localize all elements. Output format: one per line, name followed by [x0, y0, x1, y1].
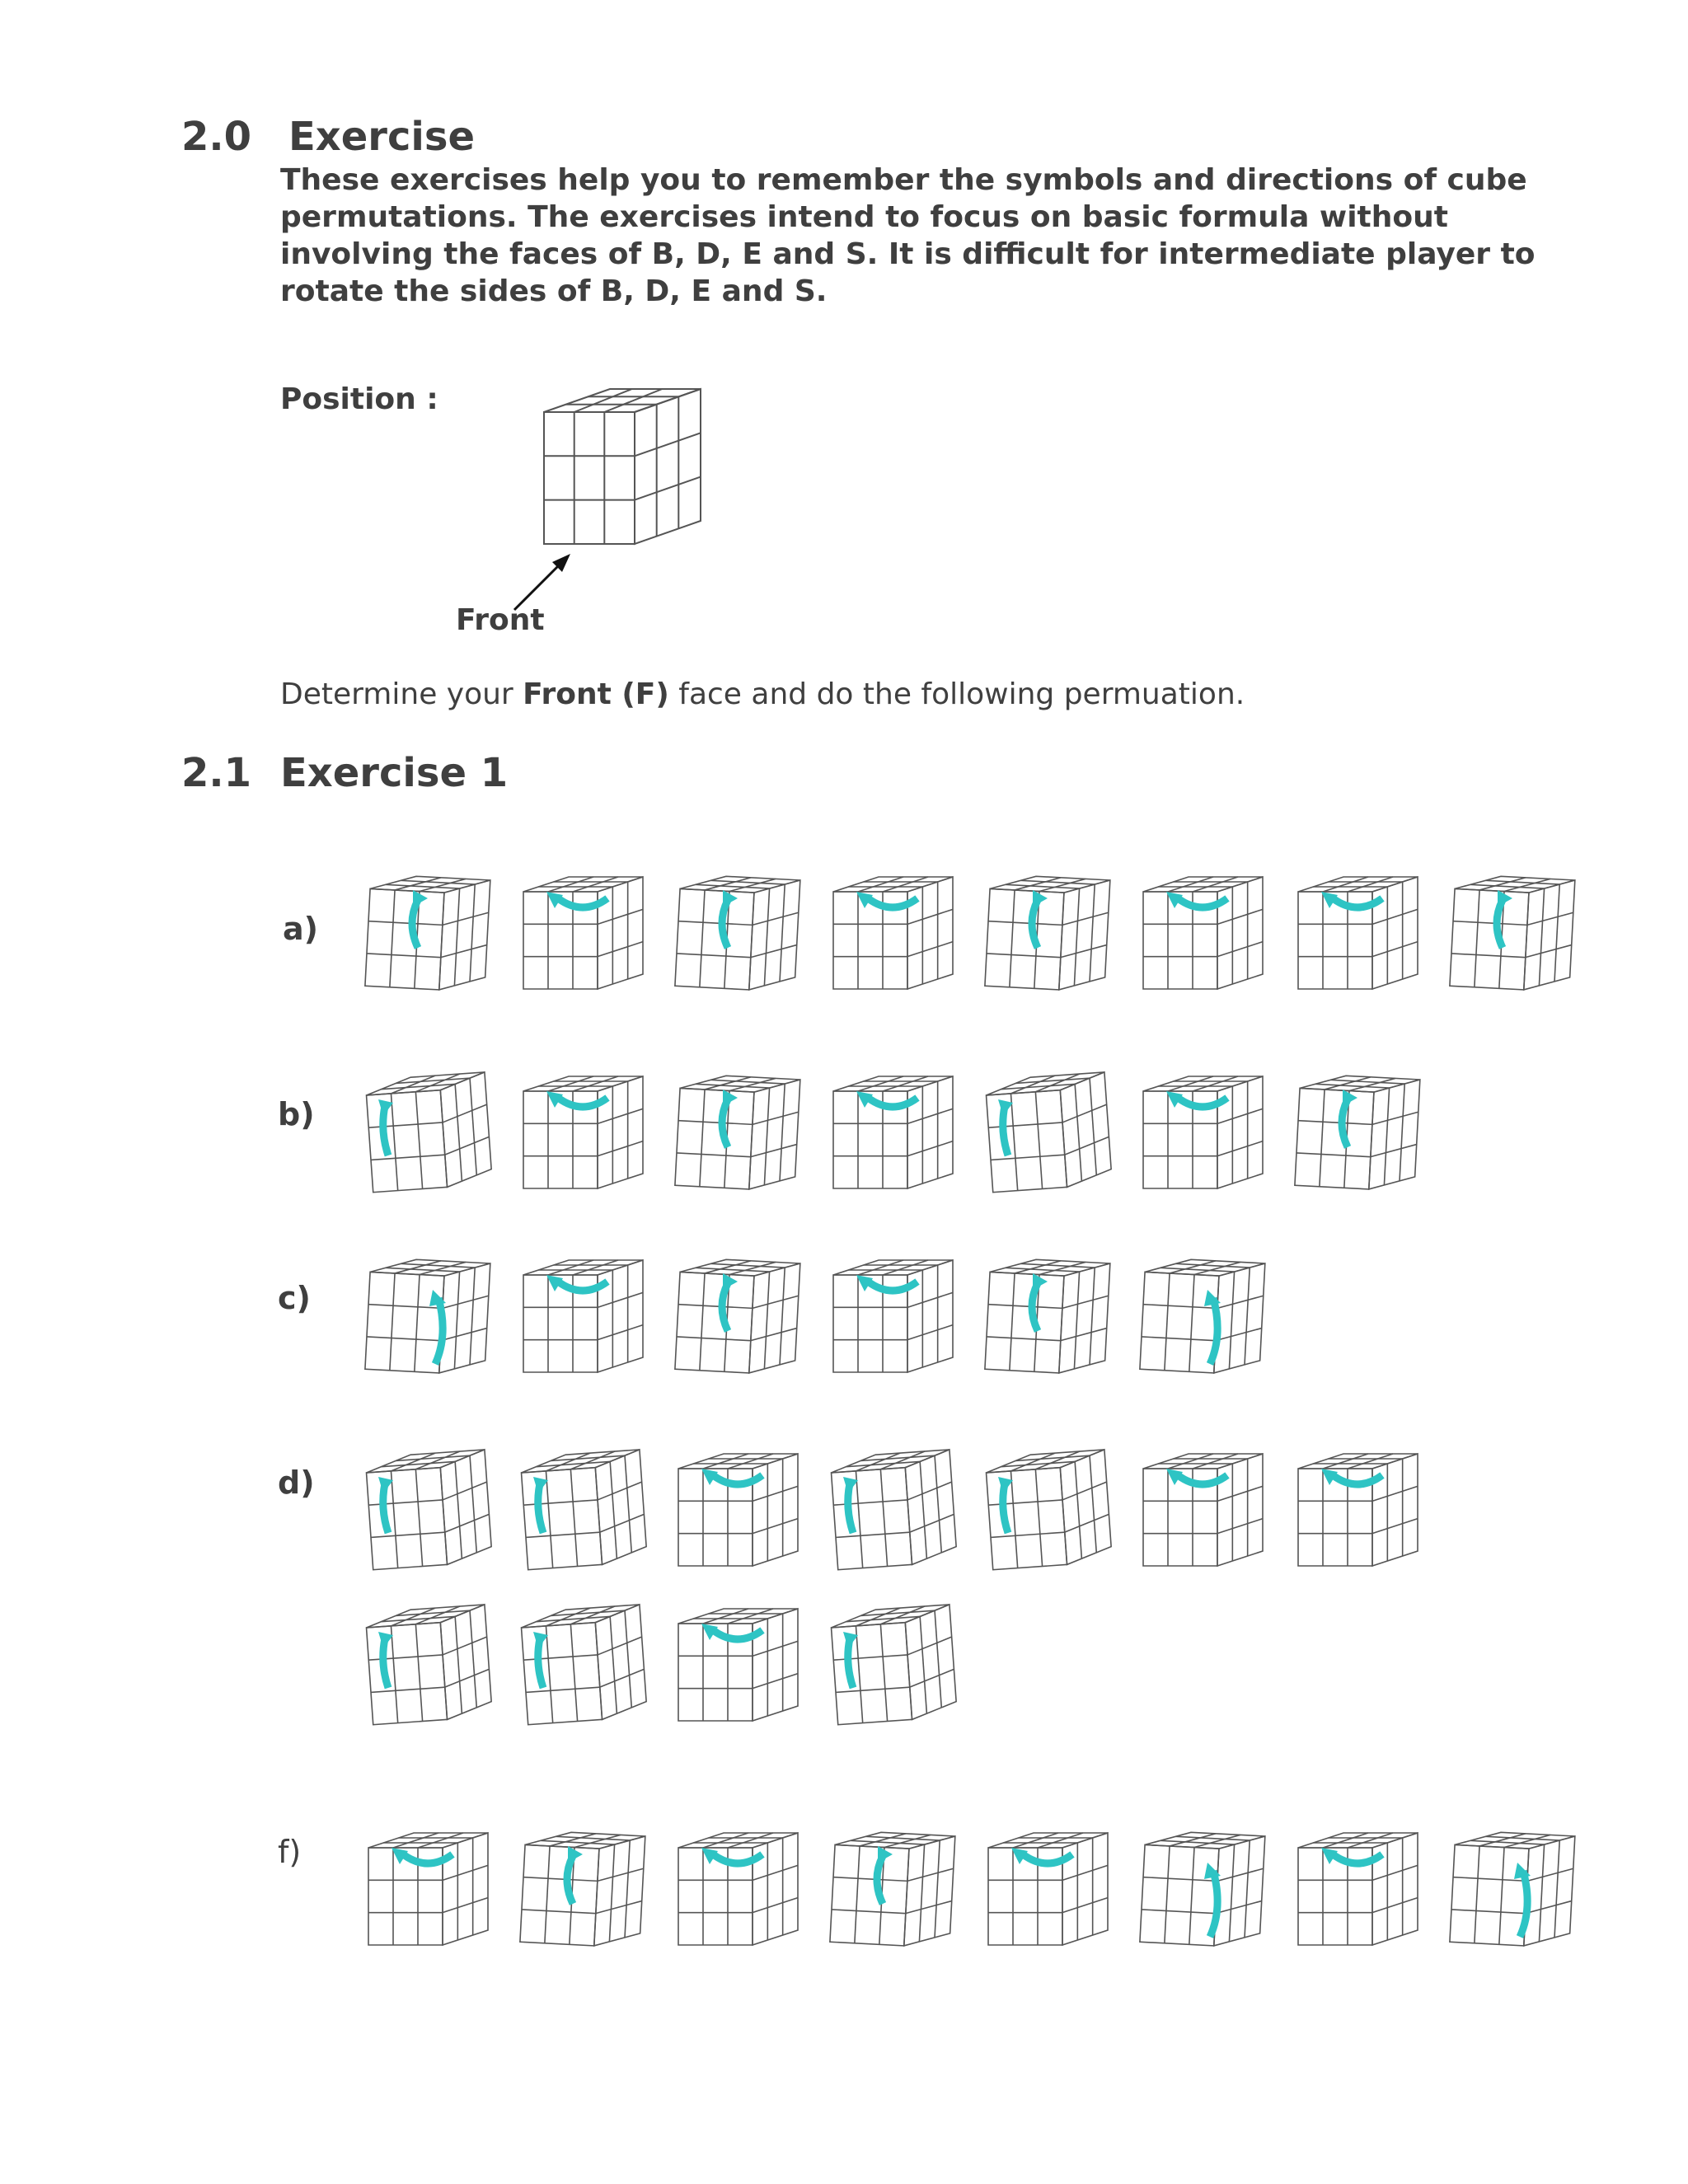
- intro-line: permutations. The exercises intend to focus on basic formula without: [280, 200, 1448, 234]
- cube-move-u-icon: [825, 1232, 957, 1380]
- cube-move-u-icon: [1135, 849, 1267, 997]
- cube-move-l-icon: [515, 1581, 647, 1729]
- cube-move-r-icon: [1445, 849, 1577, 997]
- row-label-b: b): [278, 1096, 315, 1132]
- cube-move-r-icon: [670, 1048, 802, 1197]
- cube-move-r-icon: [980, 1232, 1112, 1380]
- cube-move-u-icon: [1290, 1426, 1422, 1574]
- cube-move-r-icon: [515, 1805, 647, 1953]
- cube-move-f-icon: [1445, 1805, 1577, 1953]
- cube-move-u-icon: [1135, 1048, 1267, 1197]
- position-cube-image: [536, 381, 709, 566]
- cube-move-u-icon: [1135, 1426, 1267, 1574]
- cube-move-l-icon: [980, 1048, 1112, 1197]
- row-label-c: c): [278, 1280, 311, 1316]
- cube-move-l-icon: [825, 1581, 957, 1729]
- subsection-number: 2.1: [181, 750, 252, 796]
- cube-move-u-icon: [670, 1805, 802, 1953]
- cube-move-l-icon: [980, 1426, 1112, 1574]
- instruction-prefix: Determine your: [280, 677, 523, 711]
- intro-paragraph: [280, 162, 1615, 310]
- row-label-d: d): [278, 1465, 315, 1501]
- row-label-a: a): [283, 911, 319, 947]
- cube-move-l-icon: [360, 1581, 492, 1729]
- cube-move-u-icon: [670, 1426, 802, 1574]
- intro-line: These exercises help you to remember the symbols and directions of cube: [280, 163, 1527, 197]
- cube-move-u-icon: [825, 1048, 957, 1197]
- cube-move-u-icon: [670, 1581, 802, 1729]
- cube-move-l-icon: [360, 1048, 492, 1197]
- instruction-suffix: face and do the following permuation.: [668, 677, 1245, 711]
- cube-move-r-icon: [360, 849, 492, 997]
- cube-move-u-icon: [1290, 1805, 1422, 1953]
- cube-move-r-icon: [670, 1232, 802, 1380]
- intro-line: involving the faces of B, D, E and S. It is difficult for intermediate player to: [280, 237, 1536, 271]
- cube-move-u-icon: [825, 849, 957, 997]
- row-label-f: f): [278, 1834, 302, 1870]
- section-number: 2.0: [181, 114, 252, 160]
- section-title: Exercise: [288, 114, 476, 160]
- cube-move-u-icon: [515, 849, 647, 997]
- cube-move-l-icon: [515, 1426, 647, 1574]
- cube-move-u-icon: [980, 1805, 1112, 1953]
- front-label: Front: [456, 603, 545, 637]
- cube-move-u-icon: [515, 1232, 647, 1380]
- cube-move-f-icon: [1135, 1805, 1267, 1953]
- cube-move-u-icon: [360, 1805, 492, 1953]
- cube-move-u-icon: [1290, 849, 1422, 997]
- cube-move-r-icon: [980, 849, 1112, 997]
- instruction-text: [280, 677, 1245, 711]
- cube-move-f-icon: [360, 1232, 492, 1380]
- instruction-front: Front (F): [523, 677, 669, 711]
- cube-move-f-icon: [1135, 1232, 1267, 1380]
- position-label: Position :: [280, 382, 438, 416]
- cube-move-r-icon: [1290, 1048, 1422, 1197]
- cube-move-u-icon: [515, 1048, 647, 1197]
- subsection-title: Exercise 1: [280, 750, 509, 796]
- intro-line: rotate the sides of B, D, E and S.: [280, 274, 828, 308]
- cube-move-l-icon: [825, 1426, 957, 1574]
- cube-move-r-icon: [825, 1805, 957, 1953]
- cube-move-r-icon: [670, 849, 802, 997]
- cube-move-l-icon: [360, 1426, 492, 1574]
